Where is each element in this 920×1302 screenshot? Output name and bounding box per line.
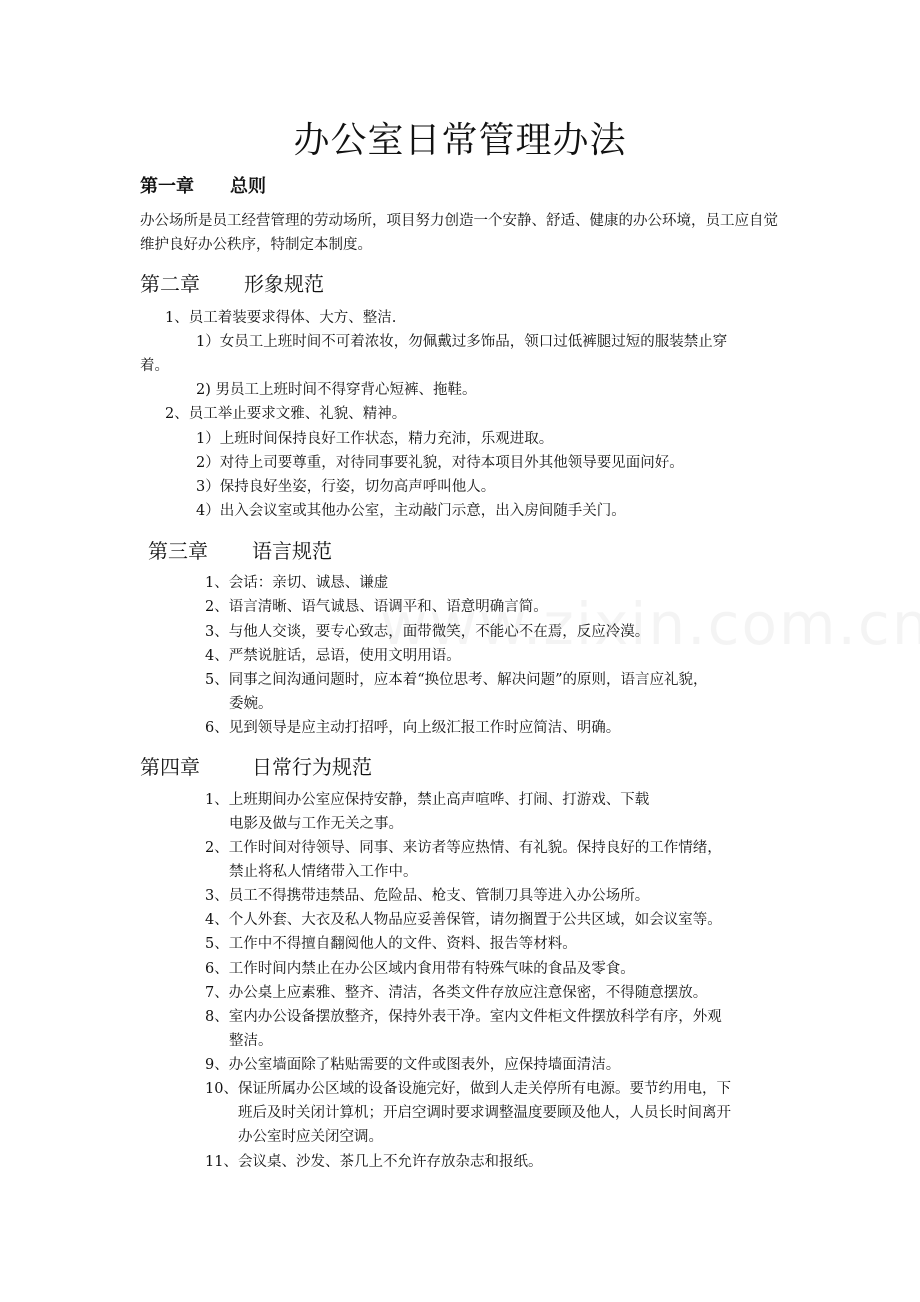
ch3-line: 1、会话：亲切、诚恳、谦虚 <box>205 575 389 591</box>
ch4-line: 7、办公桌上应素雅、整齐、清洁，各类文件存放应注意保密，不得随意摆放。 <box>205 985 708 1001</box>
ch4-line: 3、员工不得携带违禁品、危险品、枪支、管制刀具等进入办公场所。 <box>205 888 650 904</box>
chapter1-number: 第一章 <box>140 176 194 197</box>
ch2-line: 2、员工举止要求文雅、礼貌、精神。 <box>165 406 407 422</box>
ch4-line: 班后及时关闭计算机；开启空调时要求调整温度要顾及他人，人员长时间离开 <box>238 1105 731 1121</box>
ch2-line: 1）女员工上班时间不可着浓妆，勿佩戴过多饰品，领口过低裤腿过短的服装禁止穿 <box>196 334 728 350</box>
chapter1-heading <box>140 172 266 198</box>
ch3-line: 3、与他人交谈，要专心致志，面带微笑，不能心不在焉，反应冷漠。 <box>205 624 650 640</box>
ch3-line: 4、严禁说脏话，忌语，使用文明用语。 <box>205 648 461 664</box>
ch4-line: 办公室时应关闭空调。 <box>238 1129 383 1145</box>
ch4-line: 整洁。 <box>229 1033 273 1049</box>
chapter2-title: 形象规范 <box>244 272 324 296</box>
ch4-line: 1、上班期间办公室应保持安静，禁止高声喧哗、打闹、打游戏、下载 <box>205 792 650 808</box>
ch4-line: 10、保证所属办公区域的设备设施完好，做到人走关停所有电源。要节约用电，下 <box>205 1081 731 1097</box>
chapter4-title: 日常行为规范 <box>252 755 372 779</box>
chapter3-number: 第三章 <box>148 539 208 563</box>
ch2-line: 4）出入会议室或其他办公室，主动敲门示意，出入房间随手关门。 <box>196 503 626 519</box>
chapter2-number: 第二章 <box>140 272 200 296</box>
ch3-line: 5、同事之间沟通问题时，应本着“换位思考、解决问题”的原则，语言应礼貌， <box>205 672 708 688</box>
chapter2-heading <box>140 268 324 297</box>
ch4-line: 电影及做与工作无关之事。 <box>229 816 403 832</box>
ch4-line: 11、会议桌、沙发、茶几上不允许存放杂志和报纸。 <box>205 1154 543 1170</box>
ch4-line: 4、个人外套、大衣及私人物品应妥善保管，请勿搁置于公共区域，如会议室等。 <box>205 912 722 928</box>
ch2-line: 1）上班时间保持良好工作状态，精力充沛，乐观进取。 <box>196 431 554 447</box>
ch3-line: 委婉。 <box>229 696 273 712</box>
ch4-line: 9、办公室墙面除了粘贴需要的文件或图表外，应保持墙面清洁。 <box>205 1057 621 1073</box>
chapter1-text: 办公场所是员工经营管理的劳动场所，项目努力创造一个安静、舒适、健康的办公环境，员工应自觉维护良好办公秩序，特制定本制度。 <box>140 213 778 253</box>
ch2-line: 2) 男员工上班时间不得穿背心短裤、拖鞋。 <box>196 382 477 398</box>
chapter3-heading <box>148 535 332 564</box>
chapter4-heading <box>140 751 372 780</box>
chapter3-title: 语言规范 <box>252 539 332 563</box>
ch2-line: 1、员工着装要求得体、大方、整洁. <box>165 310 397 326</box>
ch3-line: 2、语言清晰、语气诚恳、语调平和、语意明确言简。 <box>205 599 548 615</box>
ch2-line: 着。 <box>140 358 169 374</box>
ch2-line: 2）对待上司要尊重，对待同事要礼貌，对待本项目外其他领导要见面问好。 <box>196 455 684 471</box>
ch4-line: 6、工作时间内禁止在办公区域内食用带有特殊气味的食品及零食。 <box>205 961 635 977</box>
doc-title: 办公室日常管理办法 <box>293 120 627 161</box>
ch4-line: 5、工作中不得擅自翻阅他人的文件、资料、报告等材料。 <box>205 936 577 952</box>
chapter1-title: 总则 <box>230 176 266 197</box>
ch3-line: 6、见到领导是应主动打招呼，向上级汇报工作时应简洁、明确。 <box>205 720 621 736</box>
ch4-line: 8、室内办公设备摆放整齐，保持外表干净。室内文件柜文件摆放科学有序，外观 <box>205 1009 722 1025</box>
ch4-line: 2、工作时间对待领导、同事、来访者等应热情、有礼貌。保持良好的工作情绪， <box>205 840 722 856</box>
chapter4-number: 第四章 <box>140 755 200 779</box>
ch4-line: 禁止将私人情绪带入工作中。 <box>229 864 418 880</box>
ch2-line: 3）保持良好坐姿，行姿，切勿高声呼叫他人。 <box>196 479 496 495</box>
